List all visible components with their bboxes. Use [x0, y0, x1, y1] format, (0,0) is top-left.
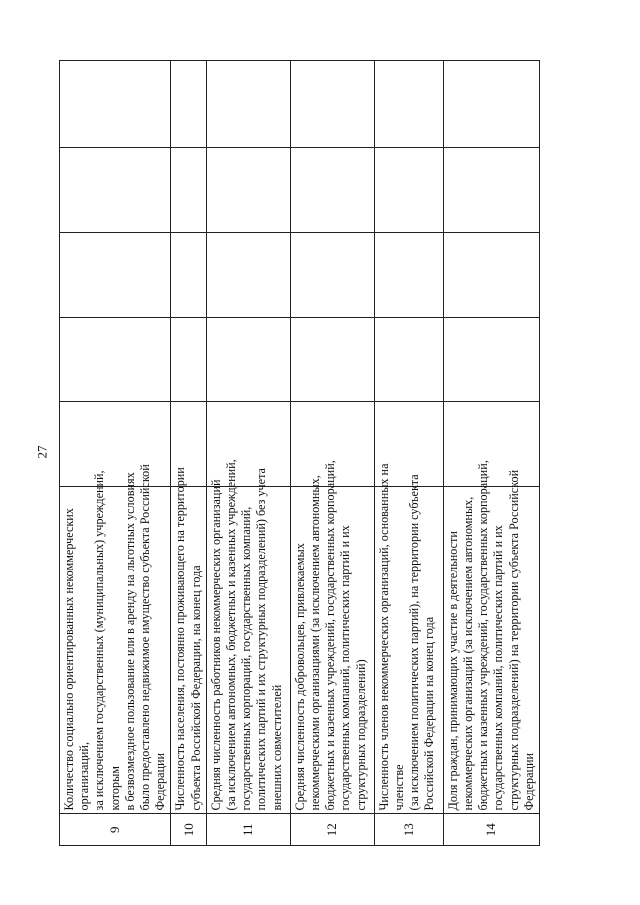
text-line: некоммерческими организациями (за исключением автономных, [308, 475, 323, 811]
empty-cell [290, 148, 374, 233]
empty-cell [171, 317, 206, 402]
empty-cell [206, 317, 290, 402]
empty-cell [60, 317, 171, 402]
empty-cell [171, 61, 206, 148]
empty-cell [443, 148, 539, 233]
text-line: Доля граждан, принимающих участие в деятельности [445, 531, 460, 811]
table-row [171, 61, 206, 846]
empty-cell [290, 317, 374, 402]
text-line: Федерации [521, 752, 536, 811]
text-line: Средняя численность добровольцев, привлекаемых [292, 543, 307, 811]
row-number-cell: 10 [171, 814, 206, 846]
empty-cell [171, 232, 206, 317]
row-number-cell: 14 [443, 814, 539, 846]
empty-cell [206, 61, 290, 148]
empty-cell [374, 317, 443, 402]
empty-cell [443, 232, 539, 317]
empty-cell [206, 402, 290, 487]
empty-cell [206, 232, 290, 317]
empty-cell [374, 232, 443, 317]
empty-cell [60, 232, 171, 317]
empty-cell [290, 61, 374, 148]
table-row [290, 61, 374, 846]
text-line: субъекта Российской Федерации, на конец года [188, 565, 203, 811]
text-line: было предоставлено недвижимое имущество субъекта Российской [138, 464, 153, 811]
empty-cell [374, 148, 443, 233]
indicator-text-cell [374, 463, 443, 814]
text-line: которым [107, 765, 122, 811]
text-line: в безвозмездное пользование или в аренду на льготных условиях [122, 472, 137, 811]
page-number: 27 [34, 445, 50, 459]
empty-cell [443, 61, 539, 148]
text-line: бюджетных и казенных учреждений, государственных корпораций, [323, 460, 338, 811]
empty-cell [60, 61, 171, 148]
table-row [374, 61, 443, 846]
empty-cell [60, 402, 171, 487]
row-number-cell: 13 [374, 814, 443, 846]
indicator-text-cell [290, 460, 374, 814]
text-line: государственных корпораций, государственных компаний, [239, 506, 254, 811]
text-line: внешних совместителей [269, 684, 284, 811]
text-line: Российской Федерации на конец года [422, 616, 437, 811]
text-line: некоммерческих организаций (за исключением автономных, [461, 496, 476, 811]
text-line: Федерации [153, 752, 168, 811]
row-number-cell: 12 [290, 814, 374, 846]
empty-cell [290, 232, 374, 317]
table-row [206, 61, 290, 846]
text-line: структурных подразделений) [353, 659, 368, 811]
empty-cell [60, 148, 171, 233]
text-line: государственных компаний, политических партий и их [338, 525, 353, 811]
indicators-table [59, 60, 540, 846]
table-row [443, 61, 539, 846]
text-line: за исключением государственных (муниципальных) учреждений, [92, 470, 107, 811]
text-line: организаций, [77, 742, 92, 811]
text-line: (за исключением политических партий), на территории субъекта [407, 474, 422, 811]
text-line: Численность населения, постоянно проживающего на территории [173, 467, 188, 811]
empty-cell [171, 148, 206, 233]
indicator-text-cell [443, 460, 539, 814]
row-number-cell: 11 [206, 814, 290, 846]
text-line: членстве [392, 764, 407, 811]
text-line: Средняя численность работников некоммерческих организаций [208, 479, 223, 811]
indicator-text-cell [60, 464, 171, 814]
row-number-cell: 9 [60, 814, 171, 846]
empty-cell [206, 148, 290, 233]
indicator-text-cell [206, 459, 290, 814]
text-line: Количество социально ориентированных некоммерческих [62, 508, 76, 811]
empty-cell [374, 61, 443, 148]
text-line: Численность членов некоммерческих организаций, основанных на [376, 463, 391, 811]
text-line: (за исключением автономных, бюджетных и казенных учреждений, [224, 459, 239, 811]
empty-cell [443, 317, 539, 402]
text-line: политических партий и их структурных подразделений) без учета [254, 468, 269, 811]
text-line: структурных подразделений) на территории субъекта Российской [506, 469, 521, 811]
empty-cell [443, 402, 539, 487]
text-line: государственных компаний, политических партий и их [491, 525, 506, 811]
rotated-table-container [59, 60, 536, 846]
text-line: бюджетных и казенных учреждений, государственных корпораций, [476, 460, 491, 811]
indicator-text-cell [171, 467, 206, 814]
table-row [60, 61, 171, 846]
